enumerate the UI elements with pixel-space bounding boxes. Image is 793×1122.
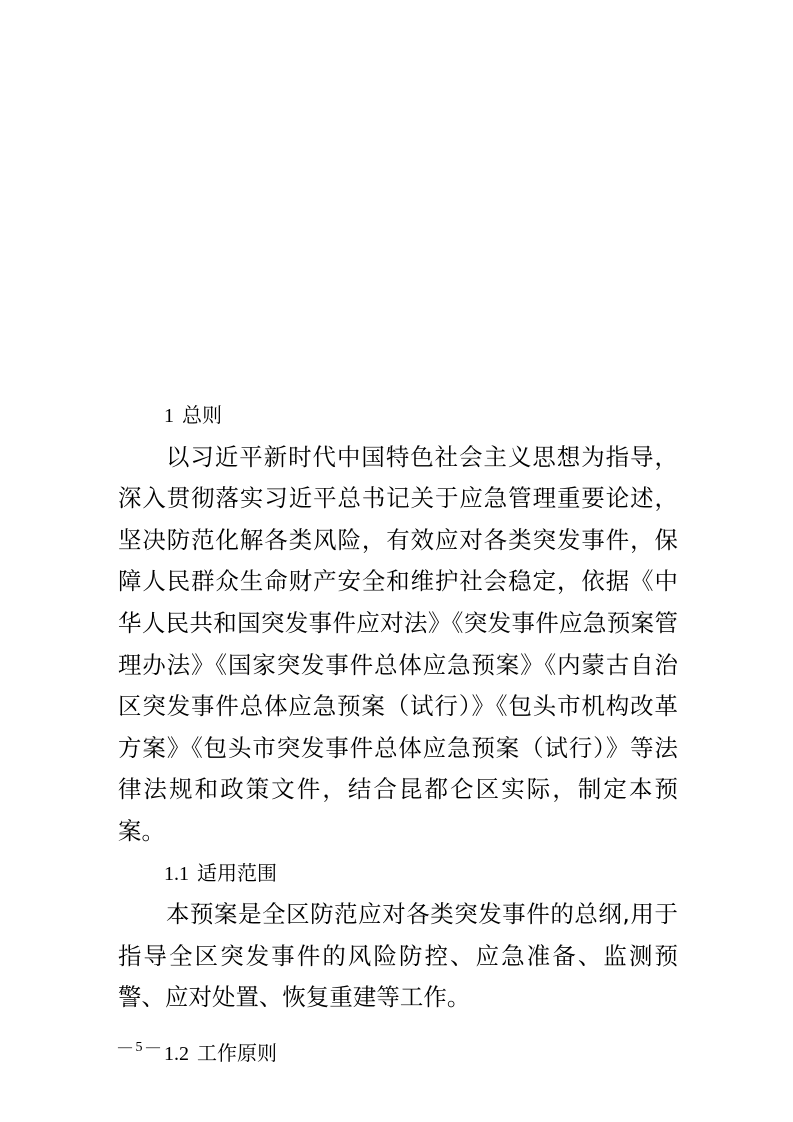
section-number: 1.1 <box>164 862 189 885</box>
section-title: 总则 <box>182 403 222 427</box>
page-number: — 5 — <box>118 1040 160 1055</box>
document-body <box>118 395 678 1075</box>
section-heading-scope <box>118 853 678 895</box>
section-heading-general <box>118 395 678 437</box>
section-title: 工作原则 <box>197 1040 277 1065</box>
section-number: 1.2 <box>164 1042 189 1065</box>
section-title: 适用范围 <box>197 860 277 885</box>
paragraph-scope: 本预案是全区防范应对各类突发事件的总纲,用于指导全区突发事件的风险防控、应急准备、监测预警、应对处置、恢复重建等工作。 <box>118 900 678 1012</box>
paragraph-general: 以习近平新时代中国特色社会主义思想为指导，深入贯彻落实习近平总书记关于应急管理重要论述，坚决防范化解各类风险，有效应对各类突发事件，保障人民群众生命财产安全和维护社会稳定，依据《中华人民共和国突发事件应对法》《突发事件应急预案管理办法》《国家突发事件总体应急预案》《内蒙古自治区突发事件总体应急预案（试行）》《包头市机构改革方案》《包头市突发事件总体应急预案（试行）》等法律法规和政策文件，结合昆都仑区实际，制定本预案。 <box>118 442 678 845</box>
section-number: 1 <box>164 405 174 427</box>
section-heading-principles <box>118 1033 678 1075</box>
